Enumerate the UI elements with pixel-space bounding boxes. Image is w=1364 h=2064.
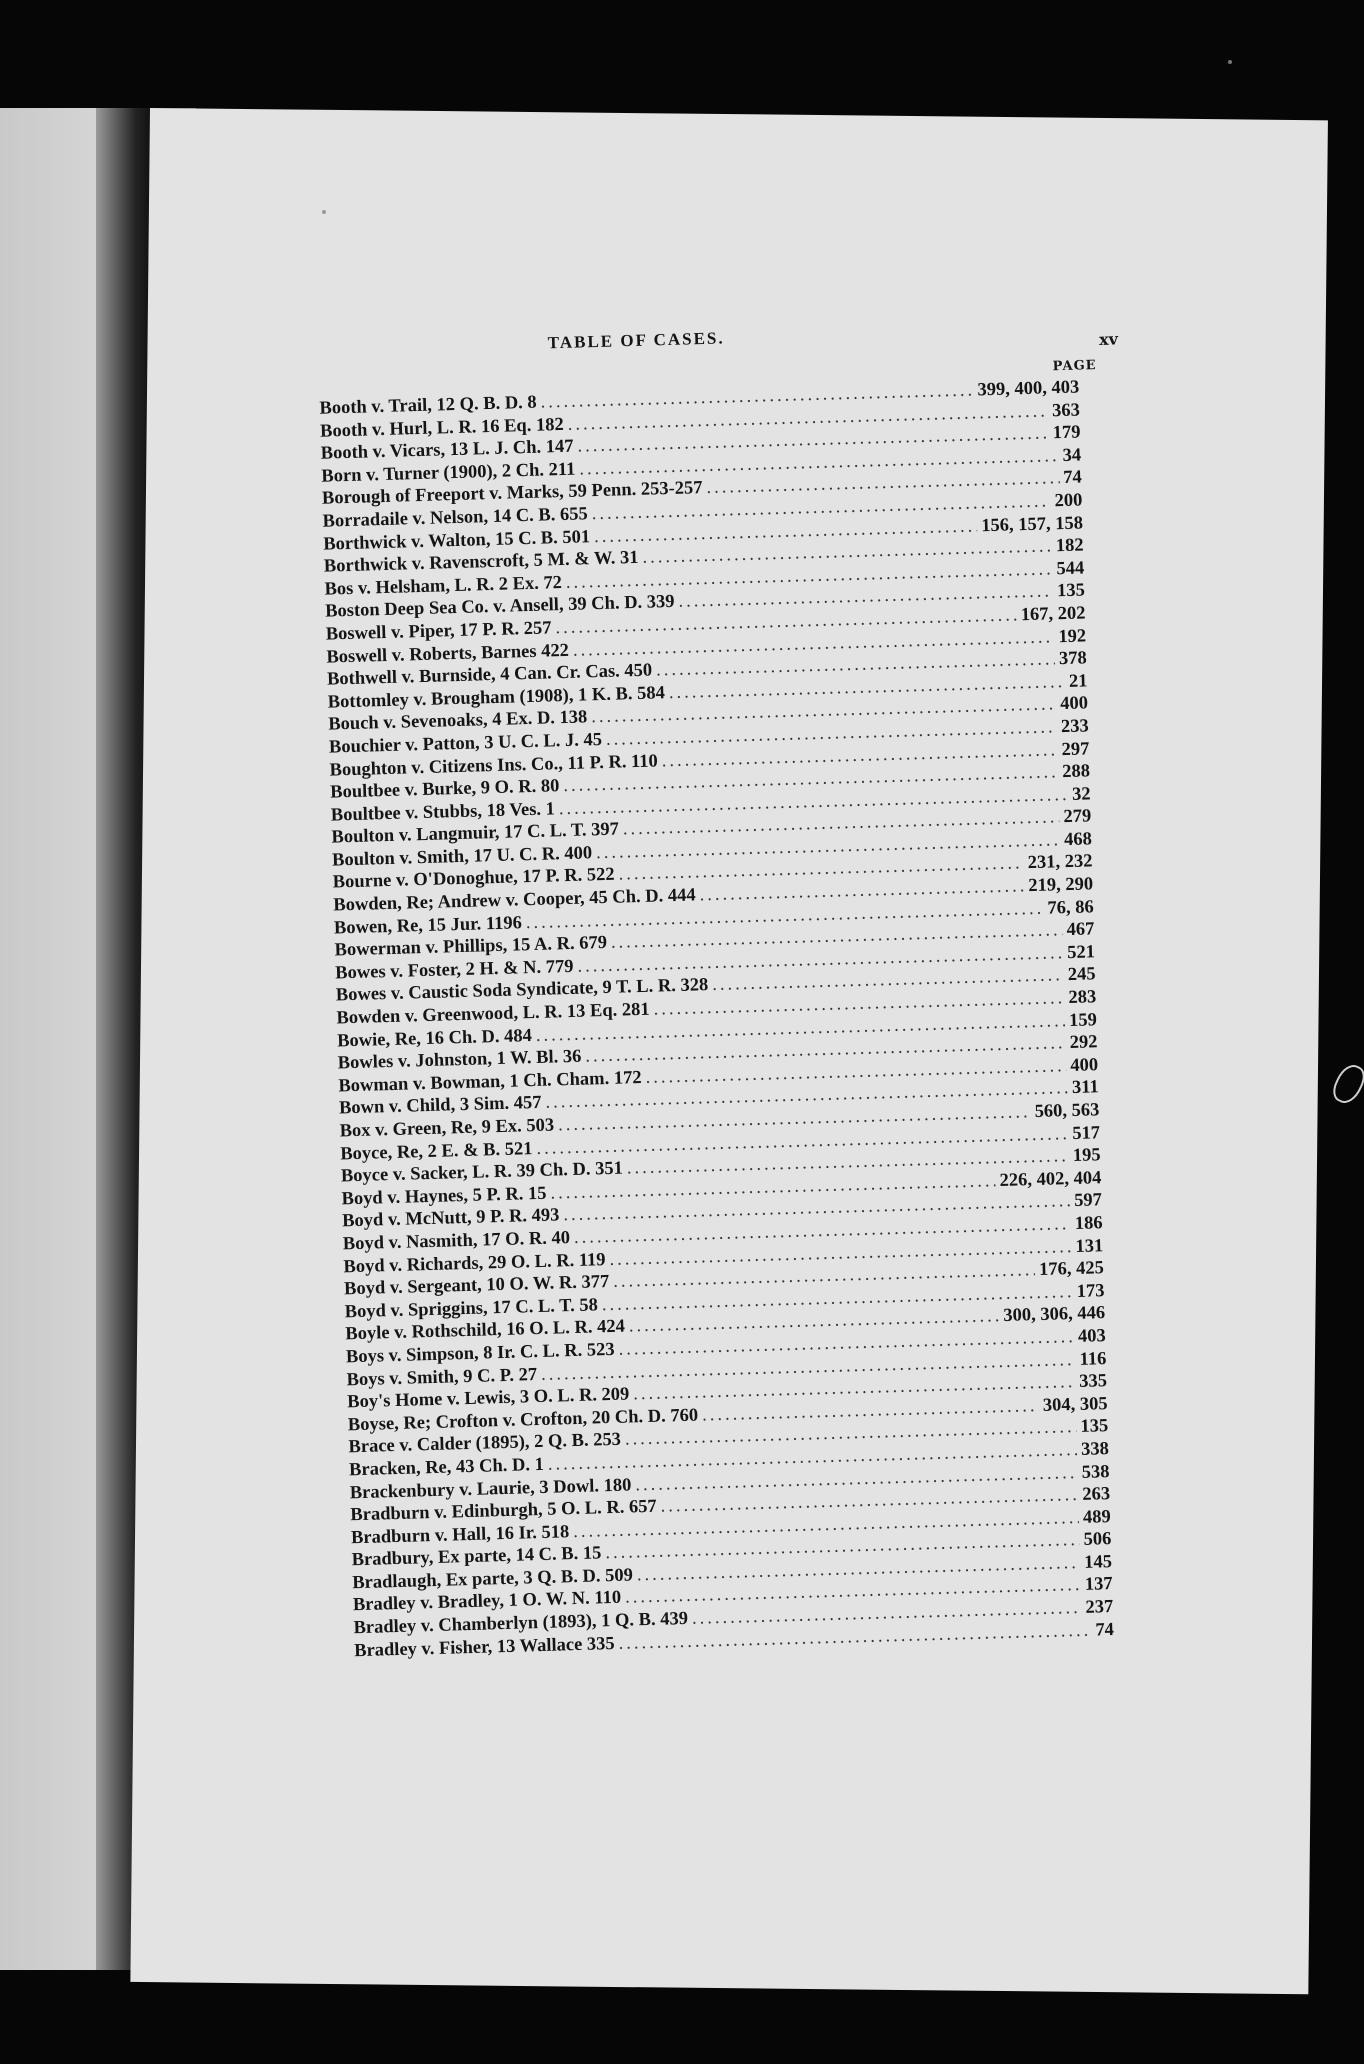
page-references: 176, 425 [1038,1258,1105,1281]
case-name: Box v. Green, Re, 9 Ex. 503 [339,1115,555,1142]
page-references: 233 [1060,716,1089,738]
case-name: Boyd v. Sergeant, 10 O. W. R. 377 [343,1272,610,1300]
case-name: Boughton v. Citizens Ins. Co., 11 P. R. 110 [329,750,659,781]
case-name: Boyce v. Sacker, L. R. 39 Ch. D. 351 [340,1158,624,1187]
case-name: Bottomley v. Brougham (1908), 1 K. B. 584 [327,682,666,713]
case-name: Brace v. Calder (1895), 2 Q. B. 253 [348,1430,622,1458]
page-references: 297 [1061,738,1090,760]
page-references: 597 [1073,1190,1103,1212]
case-name: Bowen, Re, 15 Jur. 1196 [333,912,523,939]
page-references: 400 [1060,693,1089,715]
case-name: Bradbury, Ex parte, 14 C. B. 15 [351,1543,602,1571]
page-edge-mark [1329,1060,1364,1107]
case-name: Bradley v. Fisher, 13 Wallace 335 [353,1633,615,1661]
page-references: 135 [1080,1416,1109,1438]
case-name: Brackenbury v. Laurie, 3 Dowl. 180 [349,1474,632,1503]
case-name: Bowman v. Bowman, 1 Ch. Cham. 172 [338,1067,642,1097]
page-references: 467 [1066,919,1095,941]
page-references: 159 [1068,1009,1098,1031]
case-name: Boyle v. Rothschild, 16 O. L. R. 424 [345,1316,626,1345]
case-name: Boyd v. Haynes, 5 P. R. 15 [341,1183,547,1210]
case-name: Boultbee v. Burke, 9 O. R. 80 [329,776,560,803]
case-name: Bowden, Re; Andrew v. Cooper, 45 Ch. D. 444 [333,885,696,916]
case-name: Bradley v. Chamberlyn (1893), 1 Q. B. 439 [353,1608,689,1639]
page-references: 279 [1063,806,1092,828]
page-references: 179 [1052,422,1081,444]
page-number: xv [1098,329,1119,349]
case-name: Booth v. Hurl, L. R. 16 Eq. 182 [319,414,564,442]
case-name: Boyce, Re, 2 E. & B. 521 [340,1138,533,1165]
page-references: 167, 202 [1020,603,1086,626]
page-references: 544 [1056,558,1085,579]
page-references: 311 [1071,1077,1100,1099]
page-references: 156, 157, 158 [981,513,1084,536]
page-references: 560, 563 [1034,1100,1100,1123]
case-name: Bradburn v. Hall, 16 Ir. 518 [350,1521,570,1548]
case-name: Bowes v. Caustic Soda Syndicate, 9 T. L. R. 328 [335,975,709,1006]
case-name: Boswell v. Piper, 17 P. R. 257 [325,618,552,645]
page-references: 538 [1081,1461,1110,1483]
page-content [318,319,1119,1663]
case-name: Boyd v. Richards, 29 O. L. R. 119 [343,1249,606,1277]
page-references: 378 [1058,648,1088,670]
page-references: 74 [1095,1619,1115,1641]
page-references: 506 [1083,1529,1112,1551]
page-references: 292 [1069,1032,1098,1054]
case-name: Bothwell v. Burnside, 4 Can. Cr. Cas. 450 [326,660,653,690]
page-references: 137 [1084,1574,1113,1596]
page-references: 304, 305 [1042,1393,1108,1416]
page-references: 335 [1078,1371,1108,1393]
case-name: Boyd v. Spriggins, 17 C. L. T. 58 [344,1295,599,1323]
case-name: Bowes v. Foster, 2 H. & N. 779 [335,956,574,984]
page-references: 186 [1074,1213,1103,1234]
page-references: 74 [1062,467,1083,489]
case-name: Bown v. Child, 3 Sim. 457 [338,1093,542,1119]
case-name: Bracken, Re, 43 Ch. D. 1 [348,1454,545,1481]
page-references: 245 [1067,964,1096,986]
scanned-page [130,108,1328,1994]
page-references: 231, 232 [1027,851,1093,874]
page-references: 400 [1070,1055,1099,1076]
page-references: 521 [1066,942,1096,963]
page-references: 399, 400, 403 [977,377,1080,401]
page-references: 403 [1077,1326,1106,1347]
page-references: 135 [1056,580,1086,602]
case-name: Bowden v. Greenwood, L. R. 13 Eq. 281 [336,999,650,1029]
page-column-label: PAGE [1052,358,1097,375]
page-references: 131 [1075,1235,1104,1257]
case-name: Boswell v. Roberts, Barnes 422 [326,640,570,668]
case-name: Bourne v. O'Donoghue, 17 P. R. 522 [332,865,615,894]
page-references: 489 [1082,1506,1112,1528]
case-name: Boyd v. Nasmith, 17 O. R. 40 [342,1228,571,1255]
page-references: 192 [1058,625,1087,647]
case-name: Borthwick v. Ravenscroft, 5 M. & W. 31 [323,548,639,577]
case-name: Boys v. Smith, 9 C. P. 27 [346,1364,538,1390]
case-name: Boys v. Simpson, 8 Ir. C. L. R. 523 [345,1339,615,1368]
case-name: Bradburn v. Edinburgh, 5 O. L. R. 657 [350,1496,657,1526]
case-name: Boyse, Re; Crofton v. Crofton, 20 Ch. D. 760 [347,1405,699,1436]
case-name: Booth v. Trail, 12 Q. B. D. 8 [319,392,537,419]
case-name: Boyd v. McNutt, 9 P. R. 493 [341,1205,560,1232]
page-references: 263 [1082,1484,1111,1505]
case-name: Borthwick v. Walton, 15 C. B. 501 [323,526,591,555]
page-references: 21 [1068,671,1088,692]
page-references: 116 [1079,1348,1107,1370]
page-references: 195 [1072,1145,1101,1167]
page-references: 363 [1051,400,1081,421]
page-references: 200 [1054,490,1083,512]
case-name: Bos v. Helsham, L. R. 2 Ex. 72 [324,572,563,600]
page-references: 76, 86 [1047,896,1095,919]
page-references: 517 [1072,1122,1101,1144]
case-name: Bouch v. Sevenoaks, 4 Ex. D. 138 [328,707,588,735]
page-references: 300, 306, 446 [1003,1303,1106,1327]
case-name: Bowerman v. Phillips, 15 A. R. 679 [334,933,608,961]
case-name: Bradley v. Bradley, 1 O. W. N. 110 [352,1588,622,1616]
page-title: TABLE OF CASES. [547,328,725,353]
case-list [319,377,1114,1663]
case-name: Booth v. Vicars, 13 L. J. Ch. 147 [320,436,574,464]
page-references: 145 [1083,1551,1113,1573]
page-references: 338 [1080,1439,1110,1460]
page-references: 288 [1061,761,1091,783]
case-name: Bouchier v. Patton, 3 U. C. L. J. 45 [328,729,603,758]
case-name: Bradlaugh, Ex parte, 3 Q. B. D. 509 [352,1565,634,1594]
page-references: 173 [1076,1280,1105,1302]
case-name: Boulton v. Langmuir, 17 C. L. T. 397 [331,819,620,848]
dust-speck [1228,60,1232,64]
case-name: Borradaile v. Nelson, 14 C. B. 655 [322,504,589,532]
page-references: 219, 290 [1028,874,1094,897]
case-name: Boulton v. Smith, 17 U. C. R. 400 [331,843,593,871]
dust-speck [322,210,326,214]
page-references: 468 [1063,829,1093,850]
page-references: 237 [1085,1597,1114,1618]
case-name: Bowles v. Johnston, 1 W. Bl. 36 [337,1046,582,1074]
case-name: Bowie, Re, 16 Ch. D. 484 [336,1025,533,1052]
case-name: Boultbee v. Stubbs, 18 Ves. 1 [330,799,556,826]
page-references: 34 [1062,445,1082,466]
case-name: Boston Deep Sea Co. v. Ansell, 39 Ch. D. 339 [324,592,675,623]
page-references: 283 [1068,987,1097,1009]
page-references: 226, 402, 404 [999,1167,1102,1191]
page-references: 182 [1055,535,1084,557]
case-name: Boy's Home v. Lewis, 3 O. L. R. 209 [346,1384,630,1413]
case-name: Born v. Turner (1900), 2 Ch. 211 [321,459,576,487]
page-references: 32 [1071,784,1091,805]
case-name: Borough of Freeport v. Marks, 59 Penn. 253-257 [321,478,703,510]
